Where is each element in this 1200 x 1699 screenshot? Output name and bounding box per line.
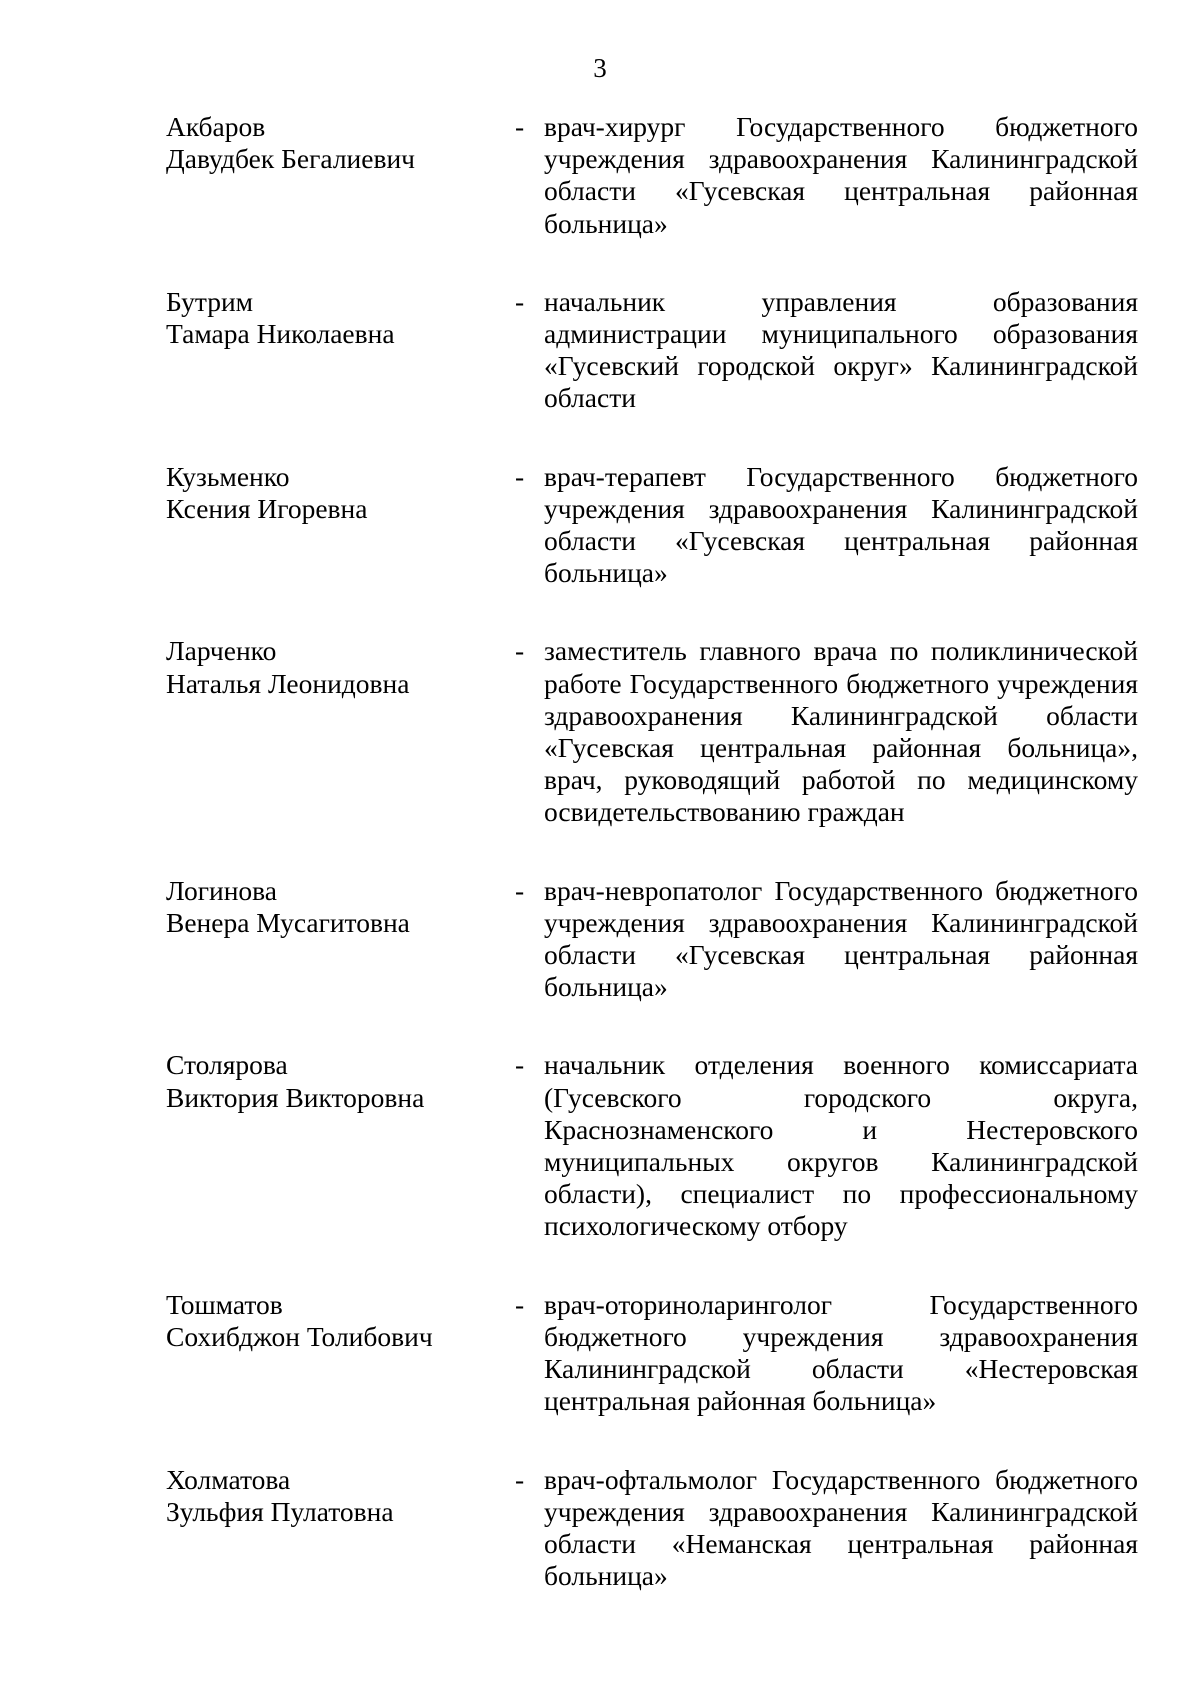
entry-dash: - (515, 1463, 525, 1495)
member-entry (0, 1049, 1200, 1242)
member-surname: Кузьменко (166, 460, 290, 492)
member-entry (0, 875, 1200, 1004)
member-position: врач-терапевт Государственного бюджетного учреждения здравоохранения Калининградской области «Гусевская центральная районная больница» (544, 460, 1138, 589)
member-surname: Холматова (166, 1463, 291, 1495)
member-given-names: Сохибджон Толибович (166, 1320, 433, 1352)
member-name (166, 1049, 506, 1113)
member-given-names: Наталья Леонидовна (166, 667, 410, 699)
entry-dash: - (515, 874, 525, 906)
member-entry (0, 1464, 1200, 1593)
member-given-names: Давудбек Бегалиевич (166, 143, 415, 175)
entry-dash: - (515, 1049, 525, 1081)
member-position: врач-офтальмолог Государственного бюджетного учреждения здравоохранения Калининградской области «Неманская центральная районная больница» (544, 1463, 1138, 1592)
member-position: начальник управления образования администрации муниципального образования «Гусевский городской округ» Калининградской области (544, 285, 1138, 414)
member-name (166, 1289, 506, 1353)
entry-dash: - (515, 460, 525, 492)
member-entry (0, 111, 1200, 240)
member-entry (0, 635, 1200, 828)
member-name (166, 875, 506, 939)
entry-dash: - (515, 1288, 525, 1320)
member-given-names: Ксения Игоревна (166, 492, 368, 524)
member-name (166, 286, 506, 350)
entry-dash: - (515, 285, 525, 317)
member-given-names: Тамара Николаевна (166, 318, 395, 350)
member-entry (0, 461, 1200, 590)
member-position: врач-невропатолог Государственного бюджетного учреждения здравоохранения Калининградской области «Гусевская центральная районная больница» (544, 874, 1138, 1003)
member-surname: Столярова (166, 1049, 288, 1081)
entry-dash: - (515, 635, 525, 667)
member-given-names: Зульфия Пулатовна (166, 1495, 394, 1527)
member-entry (0, 1289, 1200, 1418)
member-entry (0, 286, 1200, 415)
member-surname: Акбаров (166, 111, 266, 142)
member-surname: Тошматов (166, 1288, 283, 1320)
page-number: 3 (593, 53, 607, 83)
entry-dash: - (515, 111, 525, 142)
member-name (166, 461, 506, 525)
member-name (166, 111, 506, 175)
member-surname: Ларченко (166, 635, 277, 667)
member-given-names: Виктория Викторовна (166, 1081, 425, 1113)
member-surname: Логинова (166, 874, 278, 906)
member-name (166, 635, 506, 699)
member-surname: Бутрим (166, 285, 254, 317)
member-position: врач-оториноларинголог Государственного бюджетного учреждения здравоохранения Калининградской области «Нестеровская центральная районная больница» (544, 1288, 1138, 1417)
member-name (166, 1464, 506, 1528)
commission-member-list (0, 111, 1200, 1592)
member-position: начальник отделения военного комиссариата (Гусевского городского округа, Краснознаменского и Нестеровского муниципальных округов Калининградской области), специалист по профессиональному психологическому отбору (544, 1049, 1138, 1242)
member-given-names: Венера Мусагитовна (166, 906, 410, 938)
member-position: заместитель главного врача по поликлинической работе Государственного бюджетного учреждения здравоохранения Калининградской области «Гусевская центральная районная больница», врач, руководящий работой по медицинскому освидетельствованию граждан (544, 635, 1138, 828)
member-position: врач-хирург Государственного бюджетного учреждения здравоохранения Калининградской области «Гусевская центральная районная больница» (544, 111, 1138, 239)
